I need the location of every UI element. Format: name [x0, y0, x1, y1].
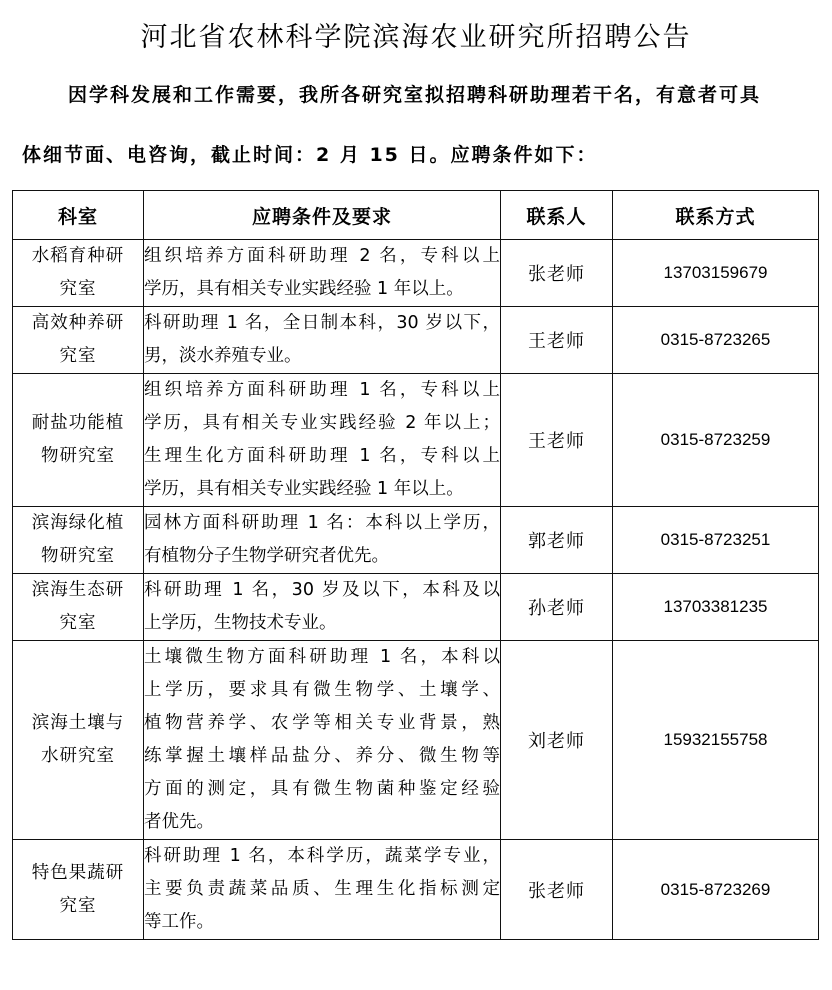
phone-number-cell: 0315-8723259: [613, 374, 819, 507]
dept-name-line: 水研究室: [41, 746, 115, 766]
requirements-line: 园林方面科研助理 1 名：本科以上学历，: [144, 513, 500, 533]
dept-name-line: 究室: [59, 613, 97, 633]
header-phone: 联系方式: [613, 191, 819, 240]
header-contact: 联系人: [501, 191, 613, 240]
dept-cell: [13, 307, 144, 374]
requirements-line: 科研助理 1 名，30 岁及以下，本科及以: [144, 580, 500, 600]
dept-cell: [13, 240, 144, 307]
requirements-line: 科研助理 1 名，全日制本科，30 岁以下，: [144, 313, 500, 333]
contact-person-cell: 张老师: [501, 240, 613, 307]
requirements-cell: [144, 641, 501, 840]
requirements-line: 上学历，生物技术专业。: [144, 613, 337, 633]
requirements-line: 学历，具有相关专业实践经验 1 年以上。: [144, 279, 464, 299]
table-header-row: [13, 191, 819, 240]
requirements-cell: [144, 840, 501, 940]
requirements-line: 学历，具有相关专业实践经验 2 年以上；: [144, 413, 500, 433]
requirements-line: 科研助理 1 名，本科学历，蔬菜学专业，: [144, 846, 500, 866]
phone-number-cell: 13703381235: [613, 574, 819, 641]
table-row: [13, 507, 819, 574]
requirements-line: 练掌握土壤样品盐分、养分、微生物等: [144, 746, 500, 766]
requirements-line: 主要负责蔬菜品质、生理生化指标测定: [144, 879, 500, 899]
dept-name-line: 滨海绿化植: [31, 513, 125, 533]
requirements-cell: [144, 574, 501, 641]
requirements-line: 土壤微生物方面科研助理 1 名，本科以: [144, 647, 500, 667]
requirements-line: 男，淡水养殖专业。: [144, 346, 302, 366]
contact-person-cell: 刘老师: [501, 641, 613, 840]
dept-name-line: 究室: [59, 346, 97, 366]
requirements-cell: [144, 507, 501, 574]
requirements-line: 植物营养学、农学等相关专业背景，熟: [144, 713, 500, 733]
dept-name-line: 耐盐功能植: [31, 413, 125, 433]
dept-name-line: 究室: [59, 895, 97, 916]
requirements-line: 方面的测定，具有微生物菌种鉴定经验: [144, 779, 500, 799]
table-row: [13, 641, 819, 840]
dept-cell: [13, 574, 144, 641]
dept-name-line: 特色果蔬研: [31, 862, 125, 883]
phone-number-cell: 0315-8723265: [613, 307, 819, 374]
dept-name-line: 究室: [59, 279, 97, 299]
phone-number-cell: 15932155758: [613, 641, 819, 840]
header-dept: 科室: [13, 191, 144, 240]
contact-person-cell: 王老师: [501, 374, 613, 507]
requirements-line: 组织培养方面科研助理 1 名，专科以上: [144, 380, 500, 400]
dept-name-line: 滨海生态研: [31, 580, 125, 600]
phone-number-cell: 13703159679: [613, 240, 819, 307]
dept-cell: [13, 374, 144, 507]
phone-number-cell: 0315-8723251: [613, 507, 819, 574]
requirements-line: 上学历，要求具有微生物学、土壤学、: [144, 680, 500, 700]
dept-name-line: 高效种养研: [31, 313, 125, 333]
intro-text-line-1: 因学科发展和工作需要，我所各研究室拟招聘科研助理若干名，有意者可具: [68, 84, 762, 106]
dept-name-line: 滨海土壤与: [31, 713, 125, 733]
header-requirements: 应聘条件及要求: [144, 191, 501, 240]
dept-cell: [13, 641, 144, 840]
requirements-cell: [144, 240, 501, 307]
requirements-line: 生理生化方面科研助理 1 名，专科以上: [144, 446, 500, 466]
requirements-line: 组织培养方面科研助理 2 名，专科以上: [144, 246, 500, 266]
recruitment-table: [12, 190, 819, 940]
requirements-line: 者优先。: [144, 812, 214, 832]
phone-number-cell: 0315-8723269: [613, 840, 819, 940]
dept-cell: [13, 507, 144, 574]
dept-name-line: 物研究室: [41, 546, 115, 566]
dept-cell: [13, 840, 144, 940]
contact-person-cell: 郭老师: [501, 507, 613, 574]
requirements-line: 学历，具有相关专业实践经验 1 年以上。: [144, 479, 464, 499]
requirements-cell: [144, 374, 501, 507]
table-row: [13, 307, 819, 374]
table-row: [13, 374, 819, 507]
table-header: [13, 191, 819, 240]
intro-text-line-2: 体细节面、电咨询，截止时间：2 月 15 日。应聘条件如下：: [22, 144, 598, 166]
requirements-cell: [144, 307, 501, 374]
contact-person-cell: 张老师: [501, 840, 613, 940]
table-body: [13, 240, 819, 940]
requirements-line: 有植物分子生物学研究者优先。: [144, 546, 389, 566]
page-title: 河北省农林科学院滨海农业研究所招聘公告: [140, 22, 692, 53]
table-row: [13, 840, 819, 940]
table-row: [13, 240, 819, 307]
contact-person-cell: 孙老师: [501, 574, 613, 641]
dept-name-line: 水稻育种研: [31, 246, 125, 266]
requirements-line: 等工作。: [144, 912, 214, 932]
table-row: [13, 574, 819, 641]
dept-name-line: 物研究室: [41, 446, 115, 466]
contact-person-cell: 王老师: [501, 307, 613, 374]
